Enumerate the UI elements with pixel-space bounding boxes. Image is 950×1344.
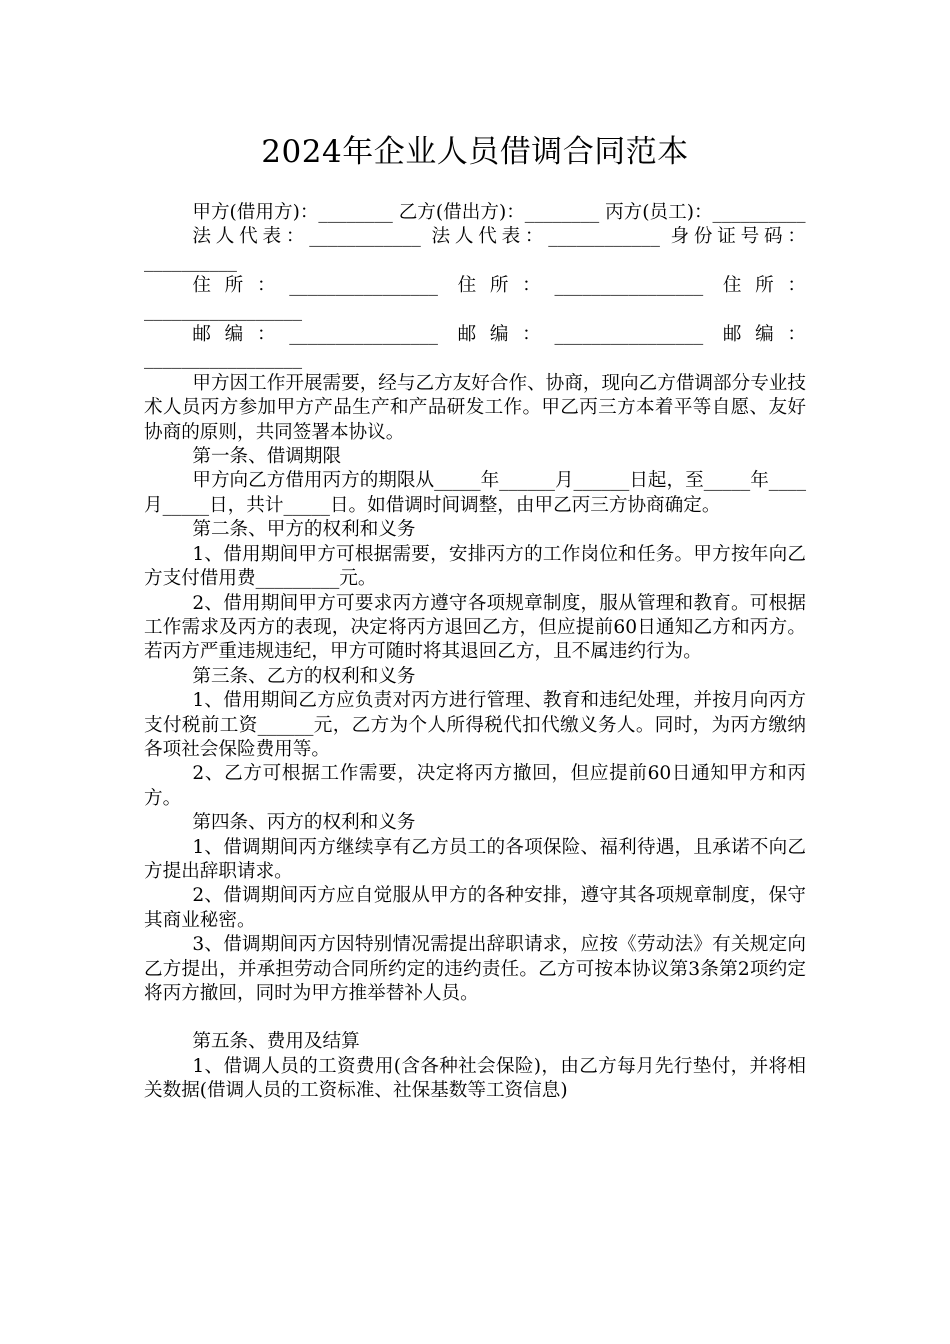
article-2-heading: 第二条、甲方的权利和义务 [192, 519, 416, 541]
document-body [144, 201, 806, 1104]
paragraph-gap [144, 1006, 806, 1030]
article-5-heading: 第五条、费用及结算 [192, 1031, 360, 1053]
article-4-item-3: 3、借调期间丙方因特别情况需提出辞职请求，应按《劳动法》有关规定向乙方提出，并承担劳动合同所约定的违约责任。乙方可按本协议第3条第2项约定将丙方撤回，同时为甲方推举替补人员。 [144, 934, 806, 1004]
article-4-item-2: 2、借调期间丙方应自觉服从甲方的各种安排，遵守其各项规章制度，保守其商业秘密。 [144, 885, 806, 931]
article-1-paragraph: 甲方向乙方借用丙方的期限从_____年______月______日起，至_____年____月_____日，共计_____日。如借调时间调整，由甲乙丙三方协商确定。 [144, 470, 806, 516]
article-1-heading: 第一条、借调期限 [192, 446, 342, 468]
article-5-item-1: 1、借调人员的工资费用(含各种社会保险)，由乙方每月先行垫付，并将相关数据(借调人员的工资标准、社保基数等工资信息) [144, 1055, 806, 1102]
party-names-line: 甲方(借用方)：________ 乙方(借出方)：________ 丙方(员工)：__________ [192, 202, 806, 223]
article-3-item-2: 2、乙方可根据工作需要，决定将丙方撤回，但应提前60日通知甲方和丙方。 [144, 763, 806, 809]
article-4-heading: 第四条、丙方的权利和义务 [192, 812, 416, 834]
address-line: 住所：________________ 住所：________________ 住所：_________________ [144, 275, 806, 321]
article-2-item-1: 1、借用期间甲方可根据需要，安排丙方的工作岗位和任务。甲方按年向乙方支付借用费_________元。 [144, 543, 806, 590]
article-4-item-1: 1、借调期间丙方继续享有乙方员工的各项保险、福利待遇，且承诺不向乙方提出辞职请求。 [144, 836, 806, 882]
preamble-paragraph: 甲方因工作开展需要，经与乙方友好合作、协商，现向乙方借调部分专业技术人员丙方参加甲方产品生产和产品研发工作。甲乙丙三方本着平等自愿、友好协商的原则，共同签署本协议。 [144, 372, 806, 443]
article-2-item-2: 2、借用期间甲方可要求丙方遵守各项规章制度，服从管理和教育。可根据工作需求及丙方的表现，决定将丙方退回乙方，但应提前60日通知乙方和丙方。若丙方严重违规违纪，甲方可随时将其退回乙方，且不属违约行为。 [144, 592, 806, 663]
article-3-heading: 第三条、乙方的权利和义务 [192, 665, 416, 687]
article-3-item-1: 1、借用期间乙方应负责对丙方进行管理、教育和违纪处理，并按月向丙方支付税前工资______元，乙方为个人所得税代扣代缴义务人。同时，为丙方缴纳各项社会保险费用等。 [144, 690, 806, 760]
postcode-line: 邮编：________________ 邮编：________________ 邮编：_________________ [144, 324, 806, 370]
legal-rep-line: 法人代表：____________ 法人代表：____________ 身份证号码：__________ [144, 226, 806, 272]
document-title: 2024年企业人员借调合同范本 [261, 134, 689, 170]
